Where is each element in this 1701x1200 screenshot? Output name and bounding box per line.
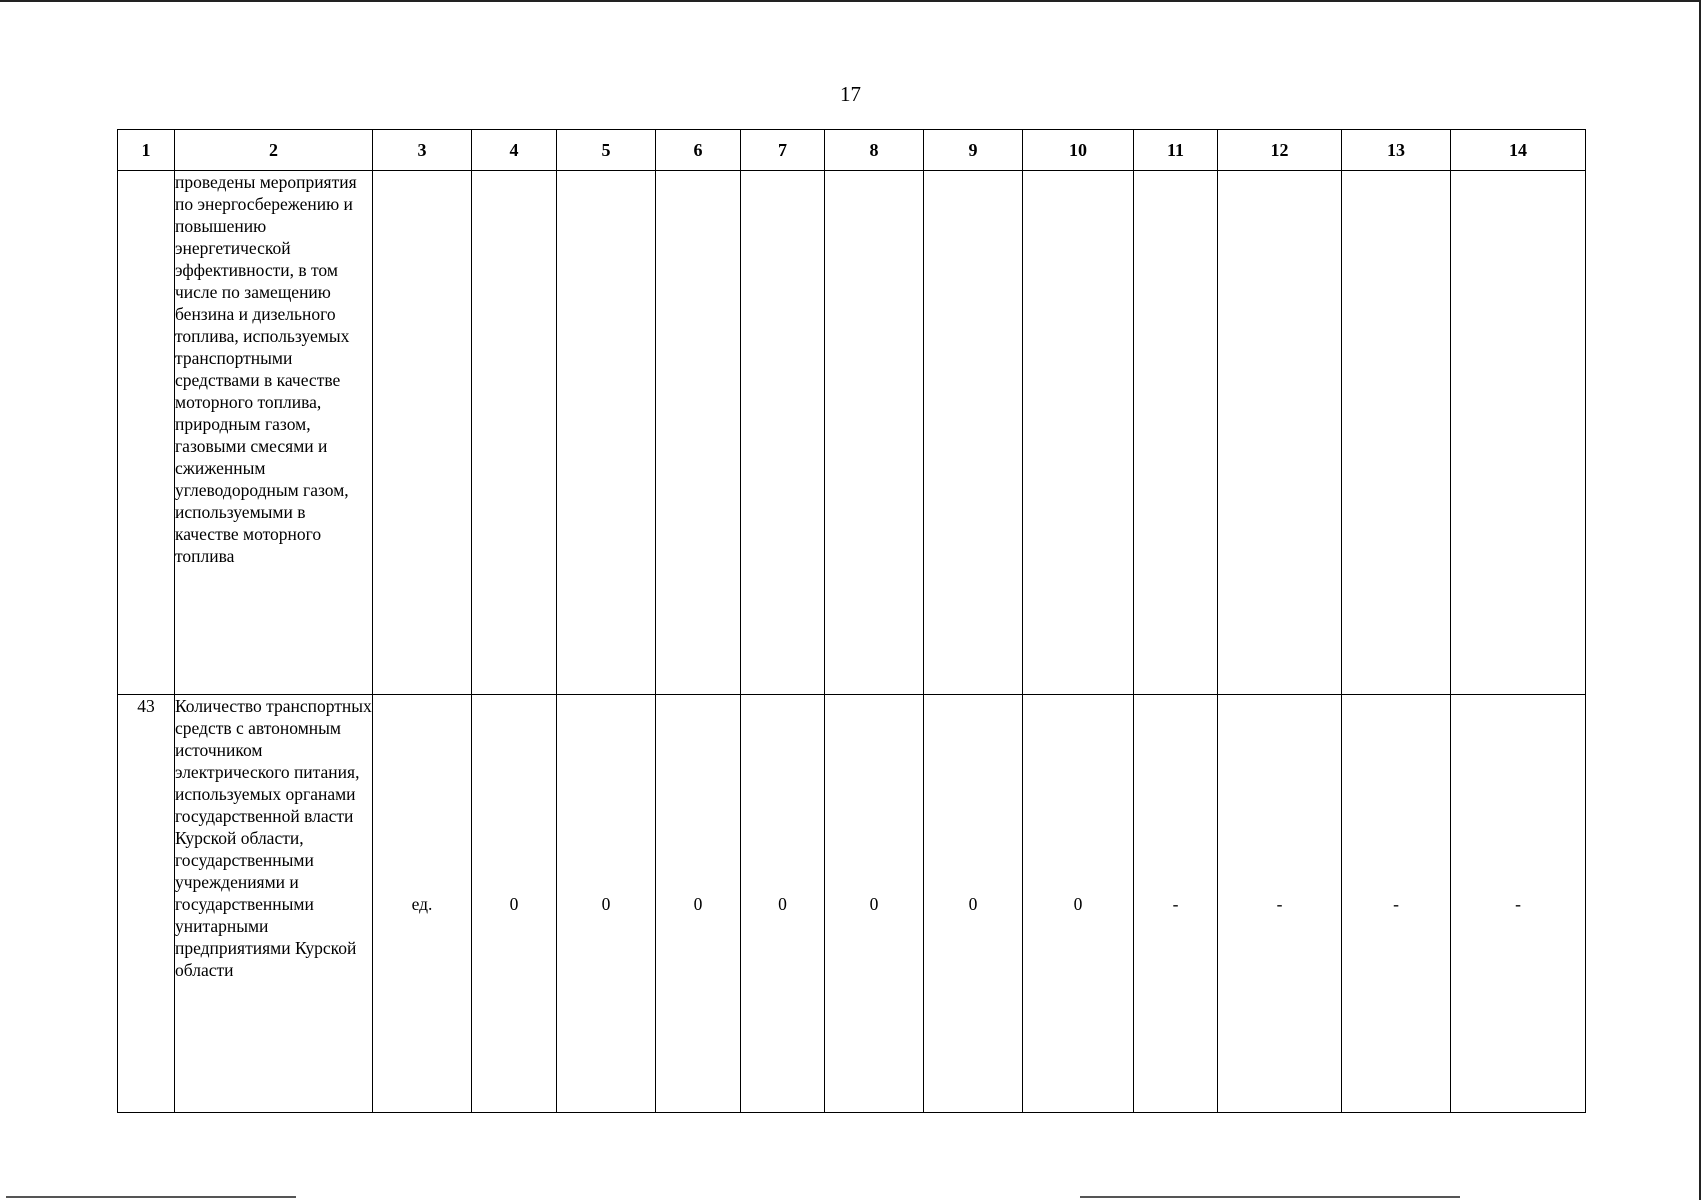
empty-cell [924, 171, 1023, 695]
empty-cell [1342, 171, 1451, 695]
value-cell: 0 [472, 695, 557, 1113]
indicator-name-cell [175, 171, 373, 695]
empty-cell [472, 171, 557, 695]
indicator-name-text: Количество транспортных средств с автономным источником электрического питания, используемых органами государственной власти Курской области, государственными учреждениями и государственными унитарными предприятиями Курской области [175, 696, 372, 980]
value-cell: 0 [557, 695, 656, 1113]
empty-cell [1218, 171, 1342, 695]
empty-cell [1134, 171, 1218, 695]
empty-cell [1451, 171, 1586, 695]
indicators-table [117, 129, 1586, 1113]
column-header: 9 [924, 130, 1023, 171]
row-number-cell [118, 171, 175, 695]
value-cell: 0 [741, 695, 825, 1113]
empty-cell [825, 171, 924, 695]
value-cell: 0 [825, 695, 924, 1113]
column-header: 10 [1023, 130, 1134, 171]
value-cell: 0 [924, 695, 1023, 1113]
table-row-43 [118, 695, 1586, 1113]
column-header: 12 [1218, 130, 1342, 171]
empty-cell [373, 171, 472, 695]
column-header: 11 [1134, 130, 1218, 171]
column-header: 14 [1451, 130, 1586, 171]
value-cell: - [1342, 695, 1451, 1113]
indicator-name-cell [175, 695, 373, 1113]
table-row-continuation [118, 171, 1586, 695]
column-header: 1 [118, 130, 175, 171]
row-number-cell: 43 [118, 695, 175, 1113]
column-header: 4 [472, 130, 557, 171]
page-border-top [0, 0, 1701, 2]
column-header: 5 [557, 130, 656, 171]
column-header: 7 [741, 130, 825, 171]
unit-cell: ед. [373, 695, 472, 1113]
value-cell: 0 [656, 695, 741, 1113]
column-header: 8 [825, 130, 924, 171]
page-number: 17 [840, 82, 861, 106]
table-header-row [118, 130, 1586, 171]
value-cell: 0 [1023, 695, 1134, 1113]
column-header: 13 [1342, 130, 1451, 171]
scan-artifact-line [6, 1196, 296, 1198]
column-header: 2 [175, 130, 373, 171]
value-cell: - [1134, 695, 1218, 1113]
indicator-name-text: проведены мероприятия по энергосбережению и повышению энергетической эффективности, в том числе по замещению бензина и дизельного топлива, используемых транспортными средствами в качестве моторного топлива, природным газом, газовыми смесями и сжиженным углеводородным газом, используемыми в качестве моторного топлива [175, 172, 357, 566]
empty-cell [656, 171, 741, 695]
value-cell: - [1451, 695, 1586, 1113]
empty-cell [1023, 171, 1134, 695]
column-header: 6 [656, 130, 741, 171]
empty-cell [741, 171, 825, 695]
scan-artifact-line [1080, 1196, 1460, 1198]
empty-cell [557, 171, 656, 695]
value-cell: - [1218, 695, 1342, 1113]
column-header: 3 [373, 130, 472, 171]
